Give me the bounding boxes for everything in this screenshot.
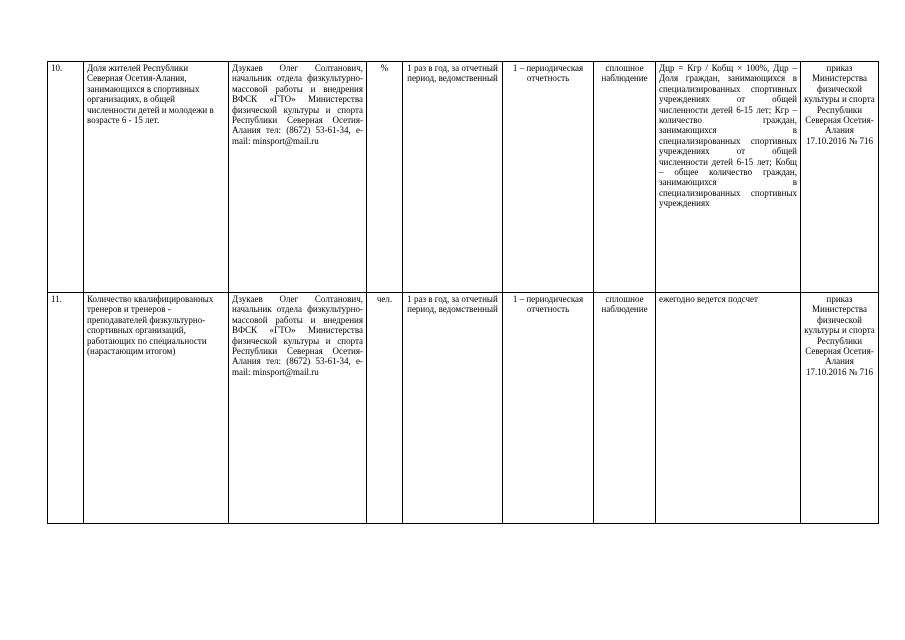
observation-method: сплошное наблюдение xyxy=(594,62,656,293)
indicator-name: Количество квалифицированных тренеров и тренеров - преподавателей физкультурно-спортивных организаций, работающих по специальности (нарастающим итогом) xyxy=(84,293,229,524)
observation-method: сплошное наблюдение xyxy=(594,293,656,524)
collection-type: 1 – периодическая отчетность xyxy=(503,62,594,293)
indicators-table xyxy=(47,61,879,524)
legal-basis: приказ Министерства физической культуры и спорта Республики Северная Осетия-Алания 17.10.2016 № 716 xyxy=(801,293,879,524)
collection-type: 1 – периодическая отчетность xyxy=(503,293,594,524)
calculation-method: Дцр = Кгр / Кобщ × 100%, Дцр – Доля граждан, занимающихся в специализированных спортивных учреждениях от общей численности детей 6-15 лет; Кгр – количество граждан, занимающихся в специализированных спортивных учреждениях от общей численности детей 6-15 лет; Кобщ – общее количество граждан, занимающихся в специализированных спортивных учреждениях xyxy=(656,62,801,293)
calculation-method: ежегодно ведется подсчет xyxy=(656,293,801,524)
table-row xyxy=(48,293,879,524)
unit-of-measure: чел. xyxy=(367,293,403,524)
unit-of-measure: % xyxy=(367,62,403,293)
row-number: 10. xyxy=(48,62,84,293)
indicator-name: Доля жителей Республики Северная Осетия-Алания, занимающихся в спортивных организациях, в общей численности детей и молодежи в возрасте 6 - 15 лет. xyxy=(84,62,229,293)
responsible-person: Дзукаев Олег Солтанович, начальник отдела физкультурно-массовой работы и внедрения ВФСК «ГТО» Министерства физической культуры и спорта Республики Северная Осетия-Алания тел: (8672) 53-61-34, e-mail: minsport@mail.ru xyxy=(229,293,367,524)
periodicity: 1 раз в год, за отчетный период, ведомственный xyxy=(403,293,503,524)
table-row xyxy=(48,62,879,293)
row-number: 11. xyxy=(48,293,84,524)
responsible-person: Дзукаев Олег Солтанович, начальник отдела физкультурно-массовой работы и внедрения ВФСК «ГТО» Министерства физической культуры и спорта Республики Северная Осетия-Алания тел: (8672) 53-61-34, e-mail: minsport@mail.ru xyxy=(229,62,367,293)
periodicity: 1 раз в год, за отчетный период, ведомственный xyxy=(403,62,503,293)
legal-basis: приказ Министерства физической культуры и спорта Республики Северная Осетия-Алания 17.10.2016 № 716 xyxy=(801,62,879,293)
